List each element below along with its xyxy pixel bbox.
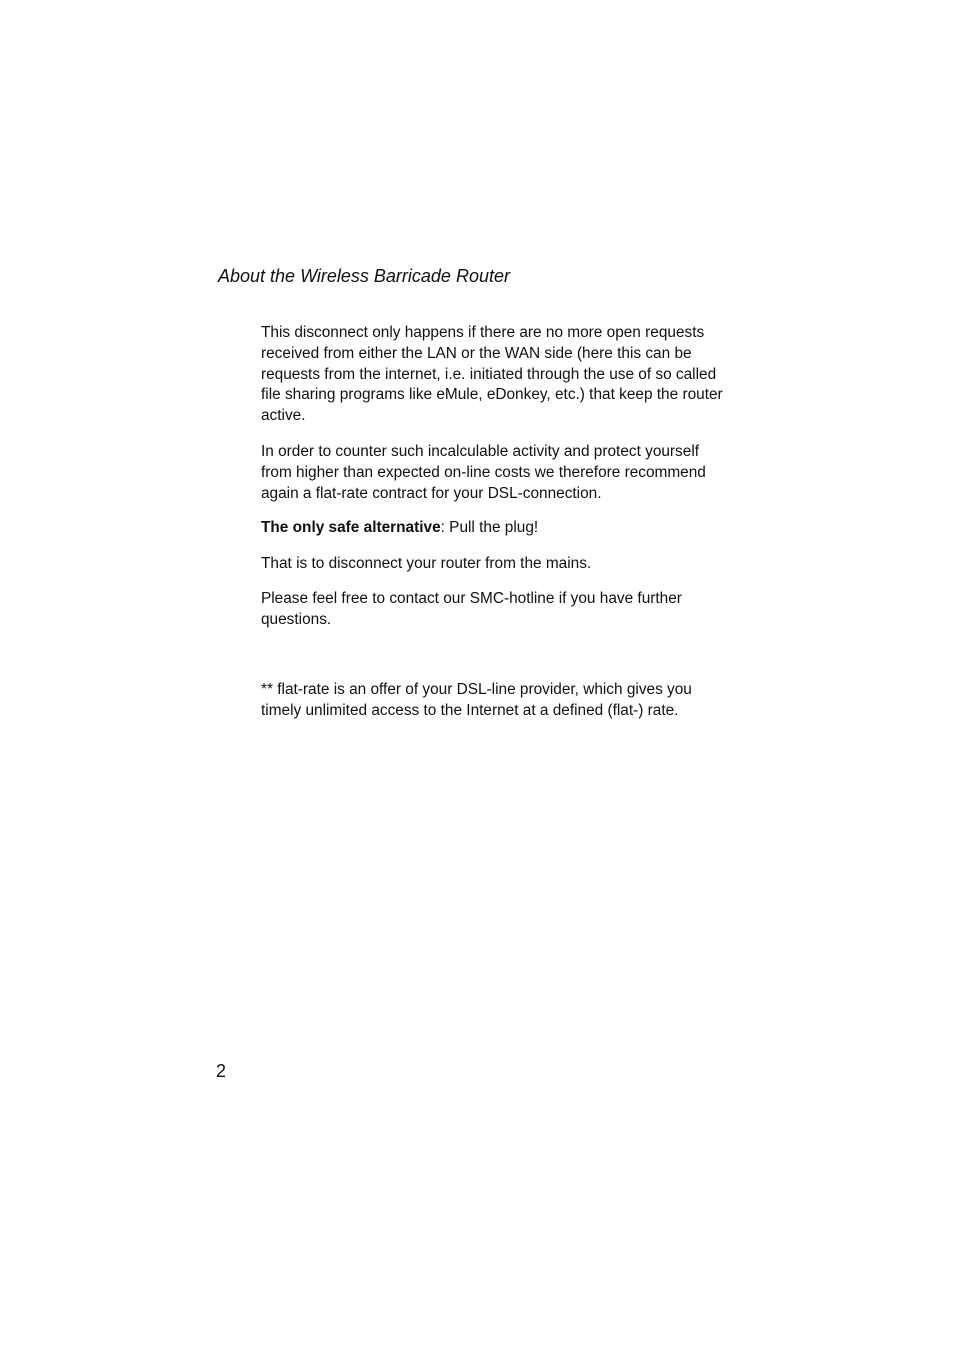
- safe-alternative-text: : Pull the plug!: [440, 519, 539, 536]
- paragraph-disconnect-mains: That is to disconnect your router from the mains.: [261, 555, 592, 572]
- running-header-title: About the Wireless Barricade Router: [218, 266, 510, 286]
- page-number: 2: [216, 1061, 227, 1081]
- paragraph-hotline-contact: Please feel free to contact our SMC-hotline if you have further questions.: [261, 590, 682, 628]
- footnote-flat-rate: ** flat-rate is an offer of your DSL-line provider, which gives you timely unlimited access to the Internet at a defined (flat-) rate.: [261, 681, 692, 719]
- safe-alternative-label: The only safe alternative: [261, 519, 441, 536]
- paragraph-safe-alternative: [261, 518, 731, 539]
- paragraph-flat-rate-recommendation: In order to counter such incalculable activity and protect yourself from higher than expected on-line costs we therefore recommend again a flat-rate contract for your DSL-connection.: [261, 443, 706, 502]
- paragraph-disconnect-conditions: This disconnect only happens if there are no more open requests received from either the LAN or the WAN side (here this can be requests from the internet, i.e. initiated through the use of so called file sharing programs like eMule, eDonkey, etc.) that keep the router active.: [261, 324, 723, 425]
